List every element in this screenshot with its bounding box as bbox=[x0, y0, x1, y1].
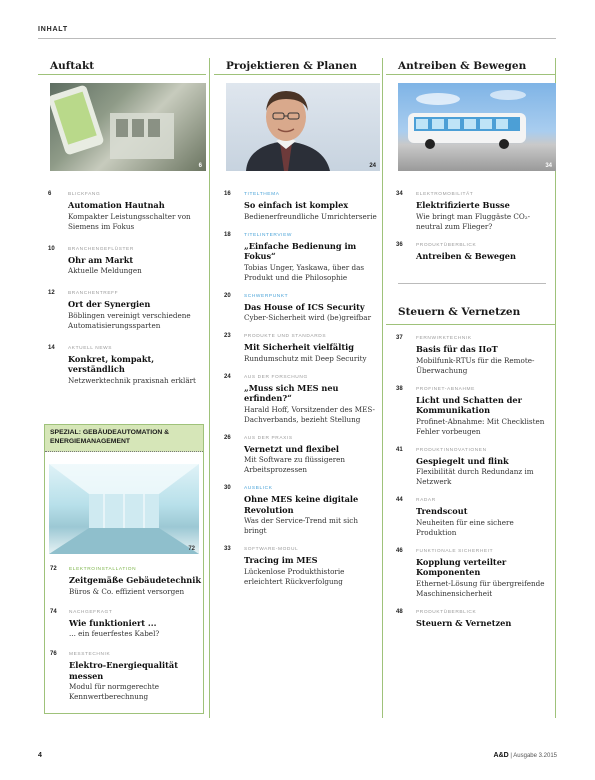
issue-label: Ausgabe 3.2015 bbox=[513, 753, 557, 759]
entry-category: RADAR bbox=[416, 498, 436, 503]
spezial-title: SPEZIAL: GEBÄUDEAUTOMATION & ENERGIEMANAGEMENT bbox=[45, 425, 203, 452]
bus-photo[interactable] bbox=[398, 83, 556, 171]
entry-description: Flexibilität durch Redundanz im Netzwerk bbox=[416, 467, 534, 486]
entry-category: BLICKFANG bbox=[68, 192, 101, 197]
entry-page: 24 bbox=[224, 373, 231, 380]
entry-title: Basis für das IIoT bbox=[416, 344, 498, 354]
entry-page: 41 bbox=[396, 446, 403, 453]
entry-category: ELEKTROINSTALLATION bbox=[69, 567, 137, 572]
entry-page: 33 bbox=[224, 546, 231, 552]
entry-description: Profinet-Abnahme: Mit Checklisten Fehler vorbeugen bbox=[416, 416, 545, 436]
image-page-number: 72 bbox=[188, 546, 195, 552]
entry-title: Tracing im MES bbox=[244, 555, 318, 565]
entry-title: Licht und Schatten der Kommunikation bbox=[416, 394, 522, 415]
entry-description: Netzwerktechnik praxisnah erklärt bbox=[68, 375, 196, 385]
entry-title: Steuern & Vernetzen bbox=[416, 617, 512, 628]
column-antreiben bbox=[386, 58, 556, 628]
entry-category: PROFINET-ABNAHME bbox=[416, 386, 475, 392]
entry-title: Vernetzt und flexibel bbox=[244, 443, 340, 454]
smartphone-photo[interactable] bbox=[50, 83, 206, 171]
toc-entry[interactable] bbox=[386, 191, 556, 232]
entry-page: 16 bbox=[224, 191, 231, 197]
entry-description: Mit Software zu flüssigeren Arbeitsprozessen bbox=[244, 455, 346, 474]
toc-entry[interactable] bbox=[214, 333, 380, 364]
column-title: Antreiben & Bewegen bbox=[386, 58, 556, 75]
entry-title: Trendscout bbox=[416, 506, 468, 516]
entry-category: FUNKTIONALE SICHERHEIT bbox=[416, 548, 494, 554]
image-page-number: 34 bbox=[545, 163, 552, 169]
entry-page: 23 bbox=[224, 333, 231, 339]
entry-title: Automation Hautnah bbox=[68, 200, 165, 210]
toc-entry[interactable] bbox=[386, 548, 556, 599]
toc-entry[interactable] bbox=[214, 374, 380, 425]
entry-title: Zeitgemäße Gebäudetechnik bbox=[69, 575, 202, 585]
entry-category: AUS DER PRAXIS bbox=[244, 435, 293, 441]
entry-title: So einfach ist komplex bbox=[244, 200, 349, 210]
toc-entry[interactable] bbox=[214, 191, 380, 222]
toc-entry[interactable] bbox=[386, 242, 556, 262]
entry-page: 30 bbox=[224, 485, 231, 491]
entry-description: Cyber-Sicherheit wird (be)greifbar bbox=[244, 313, 372, 322]
entry-page: 20 bbox=[224, 292, 231, 299]
entry-category: MESSTECHNIK bbox=[69, 652, 111, 657]
entry-description: Aktuelle Meldungen bbox=[68, 266, 142, 275]
toc-entry[interactable] bbox=[45, 651, 203, 702]
section-divider bbox=[398, 283, 546, 284]
entry-title: Kopplung verteilter Komponenten bbox=[416, 556, 507, 577]
issue-separator: | bbox=[510, 753, 514, 759]
entry-title: Ohne MES keine digitale Revolution bbox=[244, 494, 359, 515]
building-interior-photo[interactable] bbox=[49, 464, 199, 554]
entry-page: 10 bbox=[48, 245, 55, 252]
entry-description: Kompakter Leistungsschalter von Siemens im Fokus bbox=[68, 211, 191, 231]
entry-description: ... ein feuerfestes Kabel? bbox=[69, 629, 160, 638]
entry-description: Rundumschutz mit Deep Security bbox=[244, 353, 367, 363]
entry-category: BRANCHENTREFF bbox=[68, 291, 119, 296]
entry-category: SCHWERPUNKT bbox=[244, 293, 289, 299]
page-number: 4 bbox=[38, 752, 42, 759]
entry-description: Was der Service-Trend mit sich bringt bbox=[244, 516, 358, 535]
entry-title: Das House of ICS Security bbox=[244, 301, 365, 312]
entry-category: AUS DER FORSCHUNG bbox=[244, 374, 308, 380]
issue-info bbox=[494, 752, 557, 759]
entry-title: Mit Sicherheit vielfältig bbox=[244, 342, 354, 352]
entry-title: „Einfache Bedienung im Fokus“ bbox=[244, 240, 357, 261]
toc-entry[interactable] bbox=[386, 609, 556, 629]
entry-page: 14 bbox=[48, 344, 55, 351]
toc-entry[interactable] bbox=[386, 335, 556, 376]
entry-title: Ort der Synergien bbox=[68, 299, 151, 309]
entry-description: Modul für normgerechte Kennwertberechnung bbox=[69, 682, 160, 701]
toc-entry[interactable] bbox=[214, 435, 380, 476]
entry-description: Böblingen vereinigt verschiedene Automatisierungssparten bbox=[68, 310, 191, 330]
column-title: Projektieren & Planen bbox=[214, 58, 380, 75]
spezial-box bbox=[44, 424, 204, 714]
entry-description: Harald Hoff, Vorsitzender des MES-Dachverbands, bezieht Stellung bbox=[244, 404, 375, 424]
entry-description: Bedienerfreundliche Umrichterserie bbox=[244, 211, 377, 221]
section-title: Steuern & Vernetzen bbox=[398, 306, 521, 318]
entry-category: ELEKTROMOBILITÄT bbox=[416, 192, 474, 197]
entry-title: Wie funktioniert ... bbox=[69, 617, 157, 628]
entry-category: TITELINTERVIEW bbox=[244, 232, 293, 238]
entry-page: 6 bbox=[48, 191, 52, 197]
entry-page: 46 bbox=[396, 547, 403, 554]
column-title: Auftakt bbox=[38, 58, 206, 75]
entry-description: Büros & Co. effizient versorgen bbox=[69, 586, 185, 596]
entry-category: AUSBLICK bbox=[244, 486, 273, 491]
entry-category: TITELTHEMA bbox=[244, 192, 280, 197]
column-divider bbox=[382, 58, 383, 718]
column-projektieren bbox=[214, 58, 380, 587]
entry-description: Lückenlose Produkthistorie erleichtert Rückverfolgung bbox=[244, 566, 345, 586]
entry-page: 37 bbox=[396, 335, 403, 341]
header-divider bbox=[38, 38, 556, 39]
toc-entry[interactable] bbox=[38, 345, 206, 386]
brand-name: A&D bbox=[493, 752, 509, 759]
entry-page: 44 bbox=[396, 497, 403, 503]
entry-category: NACHGEFRAGT bbox=[69, 609, 113, 615]
entry-category: PRODUKTINNOVATIONEN bbox=[416, 447, 487, 453]
toc-entry[interactable] bbox=[38, 246, 206, 277]
entry-page: 76 bbox=[50, 651, 57, 657]
toc-entry[interactable] bbox=[45, 609, 203, 640]
entry-category: PRODUKTÜBERBLICK bbox=[416, 609, 477, 615]
toc-entry[interactable] bbox=[214, 485, 380, 536]
entry-title: Gespiegelt und flink bbox=[416, 455, 509, 466]
entry-title: Konkret, kompakt, verständlich bbox=[68, 353, 155, 374]
toc-entry[interactable] bbox=[38, 191, 206, 232]
toc-entry[interactable] bbox=[214, 293, 380, 324]
entry-title: Ohr am Markt bbox=[68, 254, 134, 265]
entry-page: 38 bbox=[396, 385, 403, 392]
entry-page: 12 bbox=[48, 290, 55, 296]
toc-entry[interactable] bbox=[45, 566, 203, 597]
toc-entry[interactable] bbox=[386, 447, 556, 488]
toc-entry[interactable] bbox=[38, 290, 206, 331]
entry-category: PRODUKTÜBERBLICK bbox=[416, 242, 477, 248]
image-page-number: 24 bbox=[369, 163, 376, 169]
section-label: INHALT bbox=[38, 26, 68, 33]
toc-entry[interactable] bbox=[214, 546, 380, 587]
entry-page: 72 bbox=[50, 566, 57, 572]
column-auftakt bbox=[38, 58, 206, 386]
entry-title: Antreiben & Bewegen bbox=[416, 250, 516, 261]
entry-page: 26 bbox=[224, 434, 231, 441]
toc-entry[interactable] bbox=[386, 497, 556, 538]
toc-entry[interactable] bbox=[214, 232, 380, 283]
entry-description: Mobilfunk-RTUs für die Remote-Überwachung bbox=[416, 355, 535, 375]
entry-category: FERNWIRKTECHNIK bbox=[416, 336, 472, 341]
entry-description: Wie bringt man Fluggäste CO₂-neutral zum Flieger? bbox=[416, 211, 531, 231]
entry-description: Ethernet-Lösung für übergreifende Maschinensicherheit bbox=[416, 578, 545, 598]
entry-page: 36 bbox=[396, 241, 403, 248]
entry-category: AKTUELL NEWS bbox=[68, 345, 113, 351]
entry-page: 74 bbox=[50, 608, 57, 615]
entry-page: 48 bbox=[396, 608, 403, 615]
section-divider bbox=[386, 324, 556, 325]
column-divider bbox=[209, 58, 210, 718]
portrait-photo[interactable] bbox=[226, 83, 380, 171]
toc-entry[interactable] bbox=[386, 386, 556, 437]
entry-description: Tobias Unger, Yaskawa, über das Produkt und die Philosophie bbox=[244, 262, 365, 282]
entry-description: Neuheiten für eine sichere Produktion bbox=[416, 517, 514, 537]
image-page-number: 6 bbox=[198, 163, 202, 169]
entry-title: Elektrifizierte Busse bbox=[416, 200, 510, 210]
entry-category: SOFTWARE-MODUL bbox=[244, 547, 299, 552]
entry-page: 18 bbox=[224, 231, 231, 238]
entry-title: „Muss sich MES neu erfinden?“ bbox=[244, 382, 339, 403]
entry-title: Elektro-Energiequalität messen bbox=[69, 660, 179, 681]
entry-category: PRODUKTE UND STANDARDS bbox=[244, 334, 327, 339]
entry-category: BRANCHENGEFLÜSTER bbox=[68, 246, 134, 252]
entry-page: 34 bbox=[396, 191, 403, 197]
